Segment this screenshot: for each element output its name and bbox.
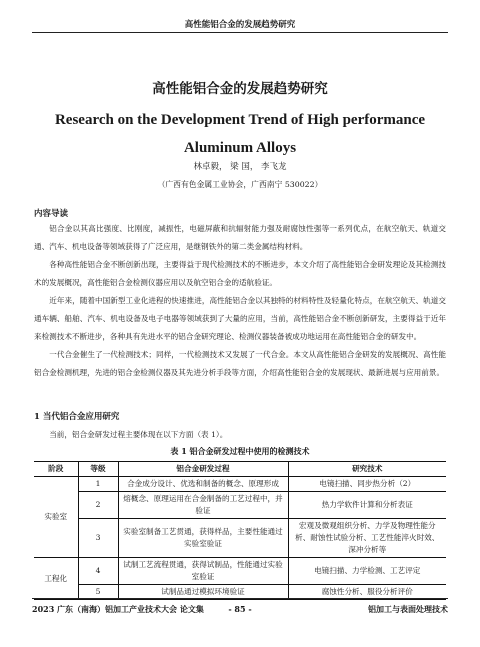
authors: 林卓毅， 梁 国， 李飞龙: [193, 162, 287, 172]
level-cell: 5: [78, 585, 118, 600]
footer-proceedings: 2023 广东（南海）铝加工产业技术大会 论文集: [32, 604, 204, 614]
process-cell: 试制工艺流程贯通，获得试制品，性能通过实验室验证: [118, 558, 288, 585]
tech-cell: 宏观及微观组织分析、力学及物理性能分析、耐蚀性试验分析、工艺性能淬火时效、深冲分析等: [295, 521, 440, 554]
tech-cell: 电镜扫描、同步热分析（2）: [319, 479, 416, 488]
footer-page-number: - 85 -: [228, 604, 252, 614]
table-row: [34, 477, 446, 492]
level-cell: 3: [78, 519, 118, 558]
title-chinese: 高性能铝合金的发展趋势研究: [152, 81, 328, 97]
header-stage: 阶段: [34, 462, 78, 477]
table-row: [34, 558, 446, 585]
title-english: Research on the Development Trend of High performance Aluminum Alloys: [54, 112, 426, 156]
process-cell: 合金成分设计、优选和制备的概念、原理形成: [118, 477, 288, 492]
intro-paragraph-1: 铝合金以其高比强度、比刚度，减振性，电磁屏蔽和抗辐射能力强及耐腐蚀性强等一系列优点，在航空航天、轨道交通、汽车、机电设备等领域获得了广泛应用，是继钢铁外的第二类金属结构材料。: [34, 224, 446, 251]
process-cell: 实验室制备工艺贯通，获得样品，主要性能通过实验室验证: [118, 519, 288, 558]
process-cell: 试制品通过模拟环境验证: [118, 585, 288, 600]
header-tech: 研究技术: [352, 464, 383, 473]
level-cell: 4: [78, 558, 118, 585]
footer-journal: 铝加工与表面处理技术: [368, 604, 448, 614]
process-cell: 熔概念、原理运用在合金制备的工艺过程中，并验证: [118, 492, 288, 519]
stage-cell: 实验室: [34, 477, 78, 558]
intro-paragraph-2: 各种高性能铝合金不断创新出现，主要得益于现代检测技术的不断进步，本文介绍了高性能铝合金研发理论及其检测技术的发展概况，高性能铝合金检测仪器应用以及航空铝合金的适航验证。: [34, 260, 446, 287]
table-1: [34, 461, 446, 600]
header-process: 铝合金研发过程: [118, 462, 288, 477]
running-head: 高性能铝合金的发展趋势研究: [184, 20, 296, 30]
tech-cell: 热力学软件计算和分析表证: [321, 500, 413, 509]
header-level: 等级: [78, 462, 118, 477]
intro-paragraph-3: 近年来，随着中国新型工业化进程的快速推进，高性能铝合金以其独特的材料特性及轻量化特点，在航空航天、轨道交通车辆、船舶、汽车、机电设备及电子电器等领域获到了大量的应用，当前，高性能铝合金不断创新研发，主要得益于近年来检测技术不断进步，各种具有先进水平的铝合金研究理论、检测仪器装备被成功地运用在高性能铝合金的研发中。: [34, 296, 446, 341]
section-1-paragraph: 当前，铝合金研发过程主要体现在以下方面（表 1）。: [49, 430, 228, 439]
table-row: [34, 519, 446, 558]
footer-rule: [32, 598, 448, 599]
section-1-heading: 1 当代铝合金应用研究: [34, 412, 120, 422]
affiliation: （广西有色金属工业协会，广西南宁 530022）: [157, 180, 323, 189]
stage-cell: 工程化: [34, 558, 78, 600]
table-1-title: 表 1 铝合金研发过程中使用的检测技术: [170, 446, 310, 456]
level-cell: 2: [78, 492, 118, 519]
level-cell: 1: [78, 477, 118, 492]
table-header-row: [34, 462, 446, 477]
intro-heading: 内容导读: [34, 209, 69, 219]
header-rule: [32, 32, 448, 33]
tech-cell: 腐蚀性分析、服役分析评价: [321, 587, 413, 596]
table-row: [34, 492, 446, 519]
tech-cell: 电镜扫描、力学检测、工艺评定: [314, 566, 421, 575]
intro-paragraph-4: 一代合金催生了一代检测技术；同样，一代检测技术又发展了一代合金。本文从高性能铝合金研发的发展概况、高性能铝合金检测机理，先进的铝合金检测仪器及其先进分析手段等方面，介绍高性能铝合金的发展现状、最新进展与应用前景。: [34, 350, 446, 377]
